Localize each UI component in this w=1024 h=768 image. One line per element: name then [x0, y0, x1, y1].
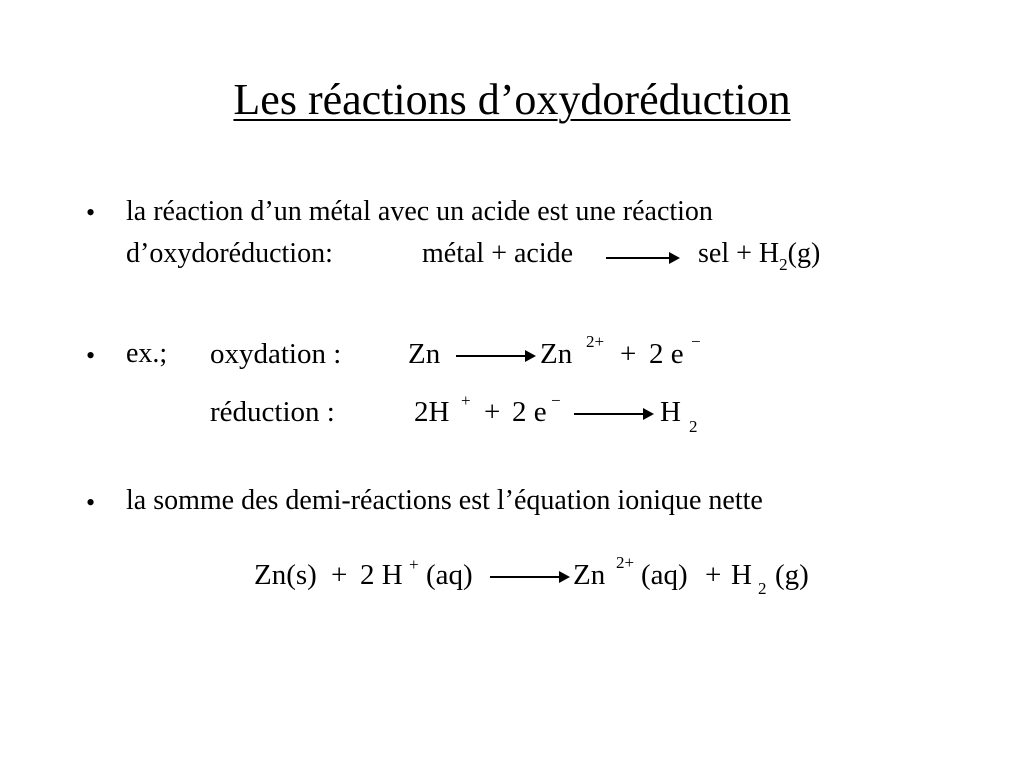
bullet-1-products-text: sel + H — [698, 238, 780, 269]
bullet-1-products-state: (g) — [787, 238, 821, 269]
net-eq-zinc-ion: Zn — [573, 559, 606, 591]
net-eq-hydrogen-gas: H — [731, 559, 752, 591]
net-eq-hydrogen-ion-charge: + — [409, 555, 419, 574]
reduction-product-subscript: 2 — [689, 417, 698, 436]
bullet-1-marker: • — [86, 198, 96, 227]
net-eq-aq-2: (aq) — [641, 559, 688, 591]
reduction-reactant: 2H — [414, 396, 450, 428]
oxidation-label: oxydation : — [210, 338, 342, 370]
net-eq-plus-2: + — [705, 559, 722, 591]
reduction-product: H — [660, 396, 681, 428]
oxidation-plus: + — [620, 338, 637, 370]
net-eq-hydrogen-ion: 2 H — [360, 559, 403, 591]
bullet-1-reactants: métal + acide — [422, 238, 574, 269]
bullet-1-products-subscript: 2 — [779, 255, 788, 274]
reduction-arrow — [574, 413, 652, 415]
oxidation-arrow — [456, 355, 534, 357]
slide-title-text: Les réactions d’oxydoréduction — [233, 75, 791, 124]
bullet-2-label: ex.; — [126, 338, 168, 369]
oxidation-product: Zn — [540, 338, 573, 370]
reduction-plus: + — [484, 396, 501, 428]
oxidation-product-charge: 2+ — [586, 332, 605, 351]
reduction-electron-charge: − — [551, 391, 561, 410]
net-eq-zinc-ion-charge: 2+ — [616, 553, 635, 572]
bullet-1-products — [698, 238, 821, 274]
net-eq-zn-solid: Zn(s) — [254, 559, 317, 591]
oxidation-electrons: 2 e — [649, 338, 684, 370]
bullet-3-text: la somme des demi-réactions est l’équation ionique nette — [126, 485, 763, 516]
net-eq-plus-1: + — [331, 559, 348, 591]
slide-title — [0, 75, 1024, 124]
net-eq-arrow — [490, 576, 568, 578]
net-eq-gas-state: (g) — [775, 559, 809, 591]
bullet-1-line-1: la réaction d’un métal avec un acide est une réaction — [126, 196, 713, 227]
reduction-electrons: 2 e — [512, 396, 547, 428]
bullet-1-line-2-label: d’oxydoréduction: — [126, 238, 333, 269]
bullet-3-marker: • — [86, 488, 96, 517]
oxidation-reactant: Zn — [408, 338, 441, 370]
bullet-1-reaction-arrow — [606, 257, 678, 259]
reduction-label: réduction : — [210, 396, 335, 428]
reduction-reactant-charge: + — [461, 391, 471, 410]
net-eq-hydrogen-gas-subscript: 2 — [758, 579, 767, 598]
net-eq-aq-1: (aq) — [426, 559, 473, 591]
oxidation-electron-charge: − — [691, 332, 701, 351]
bullet-2-marker: • — [86, 341, 96, 370]
